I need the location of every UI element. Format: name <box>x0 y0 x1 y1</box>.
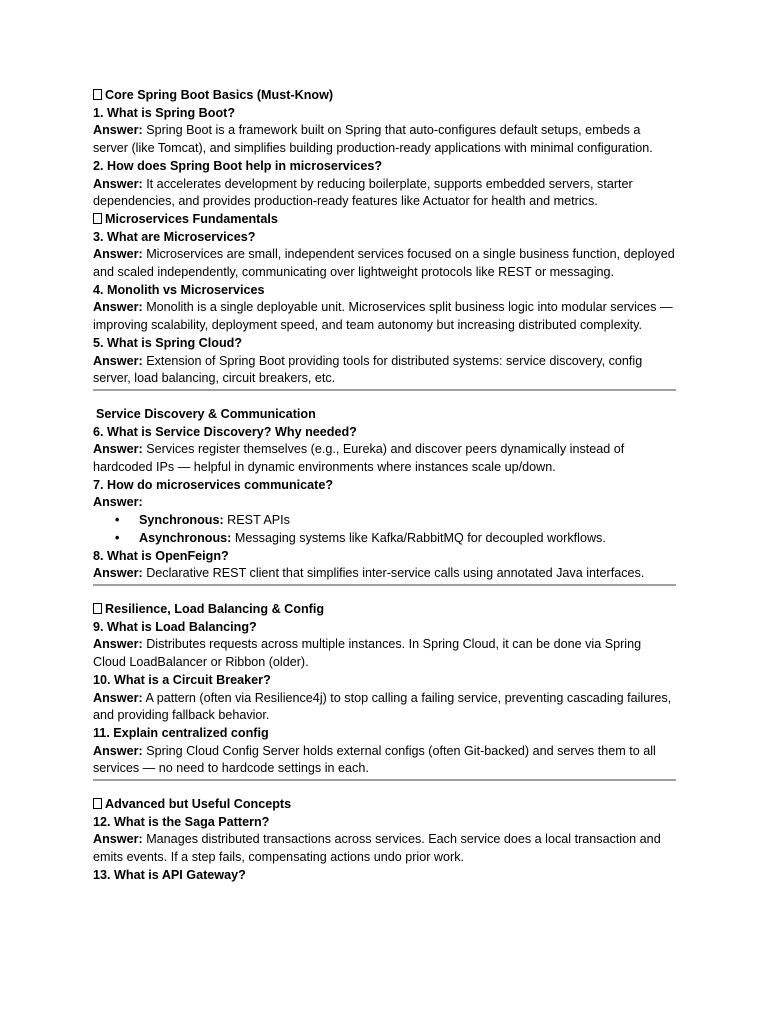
question: 3. What are Microservices? <box>93 229 256 244</box>
answer: Answer: Declarative REST client that simplifies inter-service calls using annotated Java interfaces. <box>93 566 645 581</box>
section-divider <box>93 779 676 781</box>
list-item: • Asynchronous: Messaging systems like Kafka/RabbitMQ for decoupled workflows. <box>93 530 676 548</box>
question: 2. How does Spring Boot help in microservices? <box>93 158 383 173</box>
question: 1. What is Spring Boot? <box>93 105 236 120</box>
question: 4. Monolith vs Microservices <box>93 282 265 297</box>
answer: Answer: Microservices are small, independent services focused on a single business function, deployed and scaled independently, communicating over lightweight protocols like REST or messaging. <box>93 247 675 280</box>
answer: Answer: Distributes requests across multiple instances. In Spring Cloud, it can be done via Spring Cloud LoadBalancer or Ribbon (older). <box>93 637 642 670</box>
section-divider <box>93 584 676 586</box>
section-heading: Resilience, Load Balancing & Config <box>93 601 676 619</box>
question: 13. What is API Gateway? <box>93 867 246 882</box>
question: 9. What is Load Balancing? <box>93 619 257 634</box>
answer: Answer: Monolith is a single deployable unit. Microservices split business logic into modular services — improving scalability, deployment speed, and team autonomy but increasing distributed complexity. <box>93 300 673 333</box>
section-heading: Advanced but Useful Concepts <box>93 796 676 814</box>
missing-glyph-icon <box>93 213 102 224</box>
answer: Answer: A pattern (often via Resilience4j) to stop calling a failing service, preventing cascading failures, and providing fallback behavior. <box>93 690 672 723</box>
question: 5. What is Spring Cloud? <box>93 335 243 350</box>
question: 6. What is Service Discovery? Why needed? <box>93 424 357 439</box>
answer: Answer: It accelerates development by reducing boilerplate, supports embedded servers, starter dependencies, and provides production-ready features like Actuator for health and metrics. <box>93 176 633 209</box>
answer: Answer: Spring Boot is a framework built on Spring that auto-configures default setups, embeds a server (like Tomcat), and simplifies building production-ready applications with minimal configuration. <box>93 123 653 156</box>
answer: Answer: Extension of Spring Boot providing tools for distributed systems: service discovery, config server, load balancing, circuit breakers, etc. <box>93 353 643 386</box>
answer: Answer: Spring Cloud Config Server holds external configs (often Git-backed) and serves them to all services — no need to hardcode settings in each. <box>93 743 656 776</box>
section-heading: Core Spring Boot Basics (Must-Know) <box>93 87 676 105</box>
question: 11. Explain centralized config <box>93 725 269 740</box>
question: 10. What is a Circuit Breaker? <box>93 672 271 687</box>
missing-glyph-icon <box>93 798 102 809</box>
list-item: • Synchronous: REST APIs <box>93 512 676 530</box>
missing-glyph-icon <box>93 603 102 614</box>
document-content <box>93 87 676 885</box>
question: 7. How do microservices communicate? <box>93 477 334 492</box>
answer: Answer: Services register themselves (e.g., Eureka) and discover peers dynamically instead of hardcoded IPs — helpful in dynamic environments where instances scale up/down. <box>93 442 625 475</box>
bullet-list <box>93 512 676 547</box>
section-divider <box>93 389 676 391</box>
section-heading: Microservices Fundamentals <box>93 211 676 229</box>
question: 8. What is OpenFeign? <box>93 548 229 563</box>
answer: Answer: Manages distributed transactions across services. Each service does a local transaction and emits events. If a step fails, compensating actions undo prior work. <box>93 832 661 865</box>
answer: Answer: <box>93 495 143 510</box>
question: 12. What is the Saga Pattern? <box>93 814 270 829</box>
missing-glyph-icon <box>93 89 102 100</box>
section-heading: Service Discovery & Communication <box>96 406 316 421</box>
